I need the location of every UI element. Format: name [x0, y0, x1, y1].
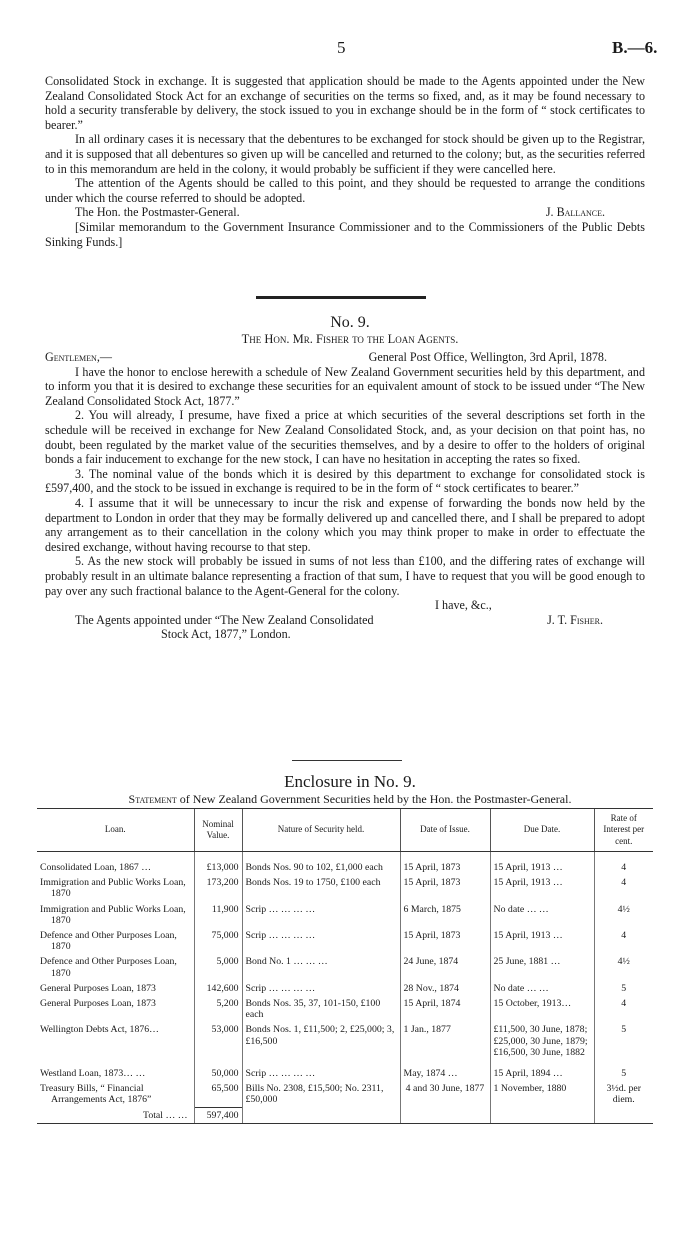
- cell-rate: 4: [594, 860, 653, 875]
- cell-issue: 15 April, 1873: [400, 860, 490, 875]
- total-value: 597,400: [194, 1108, 242, 1124]
- memo-addressee: The Hon. the Postmaster-General.: [75, 205, 240, 220]
- table-row: [37, 860, 653, 875]
- enclosure-title: Enclosure in No. 9.: [284, 772, 416, 791]
- cell-issue: 15 April, 1873: [400, 928, 490, 954]
- cell-loan: Treasury Bills, “ Financial Arrangements Act, 1876”: [40, 1083, 152, 1106]
- table-row: [37, 954, 653, 980]
- statement-label: Statement: [128, 792, 177, 806]
- cell-value: 11,900: [194, 902, 242, 928]
- cell-nature: Bonds Nos. 1, £11,500; 2, £25,000; 3, £16,500: [242, 1022, 400, 1060]
- cell-loan: Immigration and Public Works Loan, 1870: [40, 877, 186, 900]
- letter-paragraph-5: 5. As the new stock will probably be issued in sums of not less than £100, and the differing rates of exchange will probably result in an ultimate balance representing a fraction of that sum, I have to request that you will be good enough to pay over any such fractional balance to the Agent-General for the colony.: [45, 554, 645, 598]
- cell-due: No date … …: [490, 981, 594, 996]
- statement-heading: [0, 792, 700, 807]
- document-reference: B.—6.: [612, 38, 658, 57]
- cell-issue: 4 and 30 June, 1877: [400, 1081, 490, 1107]
- memo-paragraph-3: The attention of the Agents should be called to this point, and they should be requested to arrange the conditions under which the course referred to should be adopted.: [45, 176, 645, 205]
- cell-rate: 5: [594, 1060, 653, 1081]
- cell-due: 15 October, 1913…: [490, 996, 594, 1022]
- header-nominal-value: Nominal Value.: [194, 809, 242, 852]
- header-date-issue: Date of Issue.: [400, 809, 490, 852]
- table-row: [37, 1060, 653, 1081]
- cell-loan: Consolidated Loan, 1867 …: [40, 862, 152, 873]
- cell-nature: Bonds Nos. 35, 37, 101-150, £100 each: [242, 996, 400, 1022]
- letter-signature: J. T. Fisher.: [547, 612, 603, 627]
- letter-place-date: General Post Office, Wellington, 3rd April, 1878.: [368, 350, 607, 364]
- cell-value: 173,200: [194, 875, 242, 901]
- table-total-row: [37, 1108, 653, 1124]
- letter-title: The Hon. Mr. Fisher to the Loan Agents.: [241, 332, 459, 346]
- cell-loan: Immigration and Public Works Loan, 1870: [40, 903, 186, 926]
- table-header-row: [37, 809, 653, 852]
- header-nature: Nature of Security held.: [242, 809, 400, 852]
- cell-issue: 15 April, 1873: [400, 875, 490, 901]
- cell-value: £13,000: [194, 860, 242, 875]
- cell-loan: Wellington Debts Act, 1876…: [40, 1024, 159, 1036]
- cell-issue: 6 March, 1875: [400, 902, 490, 928]
- cell-loan: General Purposes Loan, 1873: [40, 982, 156, 994]
- cell-loan: Westland Loan, 1873… …: [40, 1068, 146, 1080]
- cell-due: 1 November, 1880: [490, 1081, 594, 1107]
- cell-nature: Bond No. 1 … … …: [242, 954, 400, 980]
- cell-rate: 5: [594, 981, 653, 996]
- memo-signature: J. Ballance.: [545, 205, 605, 220]
- cell-value: 5,000: [194, 954, 242, 980]
- cell-rate: 5: [594, 1022, 653, 1060]
- cell-due: 15 April, 1913 …: [490, 875, 594, 901]
- header-due-date: Due Date.: [490, 809, 594, 852]
- header-rate: Rate of Interest per cent.: [594, 809, 653, 852]
- letter-paragraph-2: 2. You will already, I presume, have fixed a price at which securities of the several descriptions set forth in the schedule will be received in exchange for New Zealand Consolidated Stock, and, as your decision on that point has, no doubt, been regulated by the market value of the securities themselves, and by a desire to offer to the holders of original bonds a fair inducement to exchange for the new stock, I can have no hesitation in accepting the rates so fixed.: [45, 408, 645, 467]
- header-loan: Loan.: [37, 809, 194, 852]
- cell-rate: 4½: [594, 902, 653, 928]
- cell-issue: 24 June, 1874: [400, 954, 490, 980]
- cell-nature: Bills No. 2308, £15,500; No. 2311, £50,000: [242, 1081, 400, 1107]
- cell-value: 142,600: [194, 981, 242, 996]
- memo-similar-note: [Similar memorandum to the Government Insurance Commissioner and to the Commissioners of the Public Debts Sinking Funds.]: [45, 219, 645, 249]
- memorandum-continuation: [45, 74, 645, 249]
- table-row: [37, 996, 653, 1022]
- cell-due: 15 April, 1913 …: [490, 928, 594, 954]
- cell-loan: Defence and Other Purposes Loan, 1870: [40, 930, 177, 953]
- cell-rate: 4: [594, 928, 653, 954]
- cell-value: 5,200: [194, 996, 242, 1022]
- statement-text: of New Zealand Government Securities held by the Hon. the Postmaster-General.: [176, 792, 572, 806]
- letter-paragraph-1: I have the honor to enclose herewith a schedule of New Zealand Government securities held by this department, and to inform you that it is desired to exchange these securities for an equivalent amount of stock to be issued under “The New Zealand Consolidated Stock Act, 1877.”: [45, 364, 645, 408]
- cell-rate: 4: [594, 996, 653, 1022]
- letter-addressee-line-1: The Agents appointed under “The New Zealand Consolidated: [75, 612, 374, 627]
- table-row: [37, 981, 653, 996]
- table-row: [37, 902, 653, 928]
- cell-value: 75,000: [194, 928, 242, 954]
- cell-loan: General Purposes Loan, 1873: [40, 998, 156, 1010]
- table-row: [37, 875, 653, 901]
- table-row: [37, 1022, 653, 1060]
- letter-closing: I have, &c.,: [435, 598, 492, 613]
- memo-paragraph-1: Consolidated Stock in exchange. It is suggested that application should be made to the Agents appointed under the New Zealand Consolidated Stock Act for an exchange of securities on the terms so fixed, and, as it may be found necessary to hold a security transferable by delivery, the stock issued to you in exchange should be in the form of “ stock certificates to bearer.”: [45, 74, 645, 132]
- section-divider-2: [292, 760, 402, 761]
- letter-salutation: Gentlemen,—: [45, 350, 112, 364]
- cell-rate: 4: [594, 875, 653, 901]
- cell-issue: 1 Jan., 1877: [400, 1022, 490, 1060]
- cell-rate: 3½d. per diem.: [594, 1081, 653, 1107]
- securities-table: [37, 808, 653, 1124]
- cell-due: 15 April, 1894 …: [490, 1060, 594, 1081]
- cell-issue: 28 Nov., 1874: [400, 981, 490, 996]
- cell-value: 65,500: [194, 1081, 242, 1107]
- cell-nature: Scrip … … … …: [242, 981, 400, 996]
- memo-paragraph-2: In all ordinary cases it is necessary that the debentures to be exchanged for stock should be given up to the Registrar, and it is supposed that all debentures so given up will be cancelled and returned to the colony; but, as the securities referred to in this memorandum are held in the colony, it would probably be sufficient if they were cancelled here.: [45, 132, 645, 176]
- cell-due: 25 June, 1881 …: [490, 954, 594, 980]
- letter-addressee-line-2: Stock Act, 1877,” London.: [161, 627, 291, 642]
- cell-rate: 4½: [594, 954, 653, 980]
- page-number: 5: [337, 38, 346, 57]
- cell-due: £11,500, 30 June, 1878; £25,000, 30 June, 1879; £16,500, 30 June, 1882: [490, 1022, 594, 1060]
- cell-nature: Bonds Nos. 19 to 1750, £100 each: [242, 875, 400, 901]
- cell-issue: May, 1874 …: [400, 1060, 490, 1081]
- cell-loan: Defence and Other Purposes Loan, 1870: [40, 956, 177, 979]
- cell-nature: Scrip … … … …: [242, 902, 400, 928]
- cell-due: No date … …: [490, 902, 594, 928]
- cell-value: 50,000: [194, 1060, 242, 1081]
- letter-body: [45, 350, 645, 642]
- cell-value: 53,000: [194, 1022, 242, 1060]
- letter-paragraph-3: 3. The nominal value of the bonds which it is desired by this department to exchange for consolidated stock is £597,400, and the stock to be issued in exchange is required to be in the form of “ stock certificates to bearer.”: [45, 466, 645, 496]
- letter-number: No. 9.: [330, 314, 370, 331]
- total-label: Total … …: [37, 1108, 194, 1124]
- cell-due: 15 April, 1913 …: [490, 860, 594, 875]
- table-row: [37, 928, 653, 954]
- cell-nature: Scrip … … … …: [242, 1060, 400, 1081]
- cell-nature: Scrip … … … …: [242, 928, 400, 954]
- cell-nature: Bonds Nos. 90 to 102, £1,000 each: [242, 860, 400, 875]
- cell-issue: 15 April, 1874: [400, 996, 490, 1022]
- section-divider: [256, 296, 426, 299]
- table-row: [37, 1081, 653, 1107]
- letter-paragraph-4: 4. I assume that it will be unnecessary to incur the risk and expense of forwarding the bonds now held by the department to London in order that they may be formally delivered up and cancelled there, and I shall be prepared to adopt any arrangement as to their cancellation in the colony which you may think proper to make in order to effectuate the desired exchange, without having recourse to that step.: [45, 495, 645, 554]
